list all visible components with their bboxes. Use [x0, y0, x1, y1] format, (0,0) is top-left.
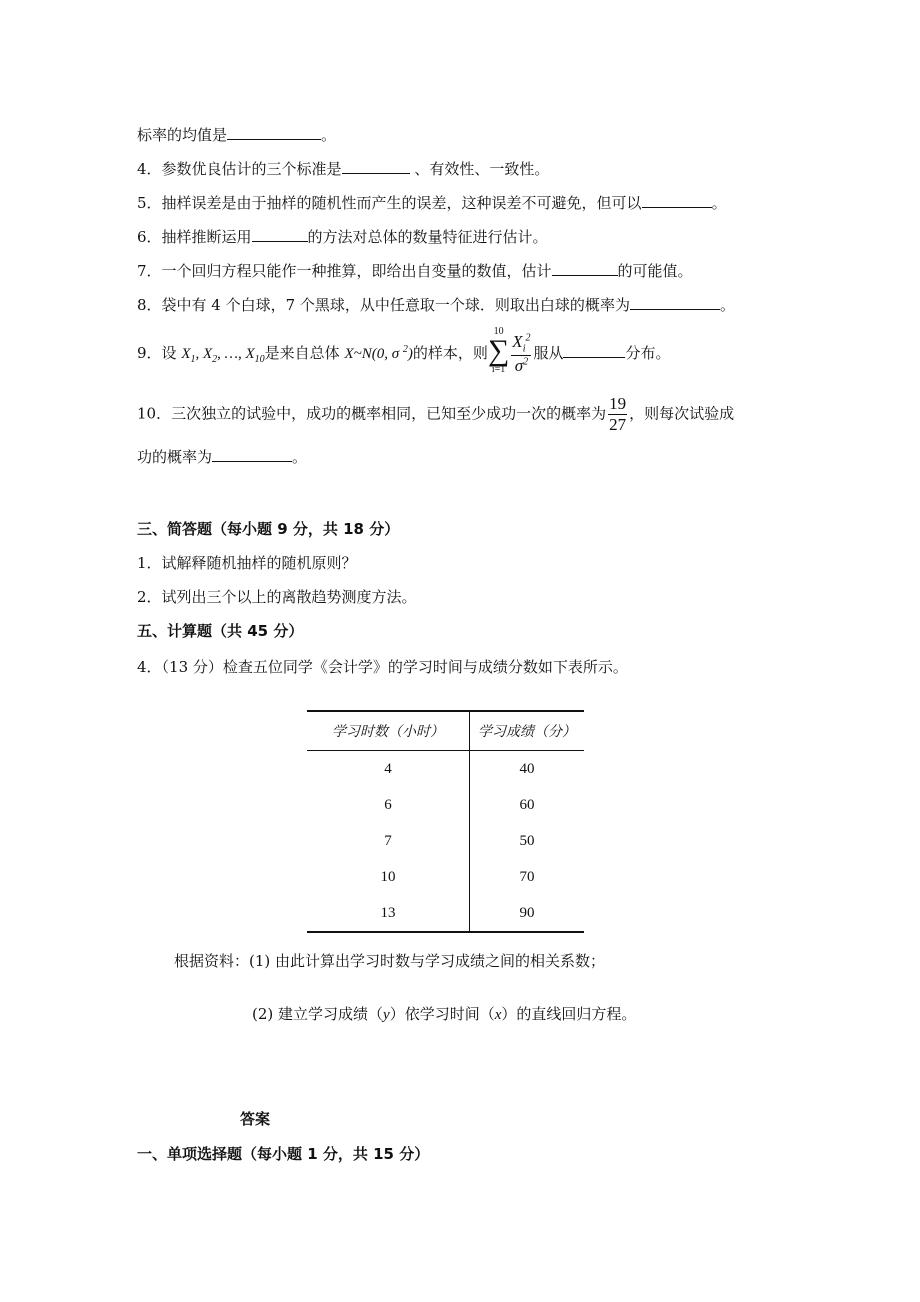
- answer-blank: [227, 125, 321, 140]
- answer-blank: [212, 447, 292, 462]
- summation-symbol: 10 ∑ i=1: [487, 326, 510, 375]
- header-score: 学习成绩（分）: [470, 711, 585, 751]
- study-time-score-table: [307, 710, 584, 933]
- chi-square-fraction: $\frac{X_i^2}{\sigma^2}$: [512, 332, 531, 375]
- answer-blank: [552, 261, 618, 276]
- table-row: 10 70: [307, 859, 584, 895]
- item9: 9．设 $X_1$, $X_2$, …, $X_{10}$是来自总体 X~N(0, σ $^2$)的样本，则 10 ∑ i=1 $\frac{X_i^2}{\sigma^2}$ 服从 分布。: [137, 326, 671, 375]
- item7: 7．一个回归方程只能作一种推算，即给出自变量的数值，估计 的可能值。: [137, 262, 693, 280]
- answer-blank: [642, 193, 712, 208]
- answer-blank: [630, 295, 720, 310]
- probability-fraction: $\frac{19}{27}$: [609, 394, 627, 434]
- table-row: 13 90: [307, 895, 584, 932]
- answers-section1-heading: 一、单项选择题（每小题 1 分，共 15 分）: [137, 1145, 430, 1163]
- answer-blank: [342, 159, 410, 174]
- section5-q4: 4．（13 分）检查五位同学《会计学》的学习时间与成绩分数如下表所示。: [137, 658, 628, 676]
- item8: 8．袋中有 4 个白球，7 个黑球，从中任意取一个球．则取出白球的概率为 。: [137, 296, 735, 314]
- section3-heading: 三、简答题（每小题 9 分，共 18 分）: [137, 520, 400, 538]
- analysis-task-1: 根据资料：(1) 由此计算出学习时数与学习成绩之间的相关系数；: [174, 952, 606, 970]
- item4: 4．参数优良估计的三个标准是 、有效性、一致性。: [137, 160, 550, 178]
- section3-q2: 2．试列出三个以上的离散趋势测度方法。: [137, 588, 417, 606]
- table-header-row: [307, 711, 584, 751]
- section5-heading: 五、计算题（共 45 分）: [137, 622, 304, 640]
- item3-tail: 标率的均值是 。: [137, 126, 337, 144]
- table-row: 6 60: [307, 787, 584, 823]
- answer-blank: [563, 343, 625, 358]
- section3-q1: 1．试解释随机抽样的随机原则？: [137, 554, 357, 572]
- distribution-expr: X~N(0, σ $^2$): [344, 344, 413, 362]
- table-row: 7 50: [307, 823, 584, 859]
- answers-title: 答案: [240, 1110, 271, 1128]
- analysis-task-2: (2) 建立学习成绩（y）依学习时间（x）的直线回归方程。: [252, 1005, 637, 1023]
- header-study-hours: 学习时数（小时）: [307, 711, 470, 751]
- answer-blank: [252, 227, 308, 242]
- item10: 10．三次独立的试验中，成功的概率相同，已知至少成功一次的概率为 $\frac{19}{27}$ ，则每次试验成: [137, 394, 735, 434]
- item5: 5．抽样误差是由于抽样的随机性而产生的误差，这种误差不可避免，但可以 。: [137, 194, 727, 212]
- item6: 6．抽样推断运用 的方法对总体的数量特征进行估计。: [137, 228, 548, 246]
- item10-line2: 功的概率为 。: [137, 448, 308, 466]
- table-row: 4 40: [307, 751, 584, 788]
